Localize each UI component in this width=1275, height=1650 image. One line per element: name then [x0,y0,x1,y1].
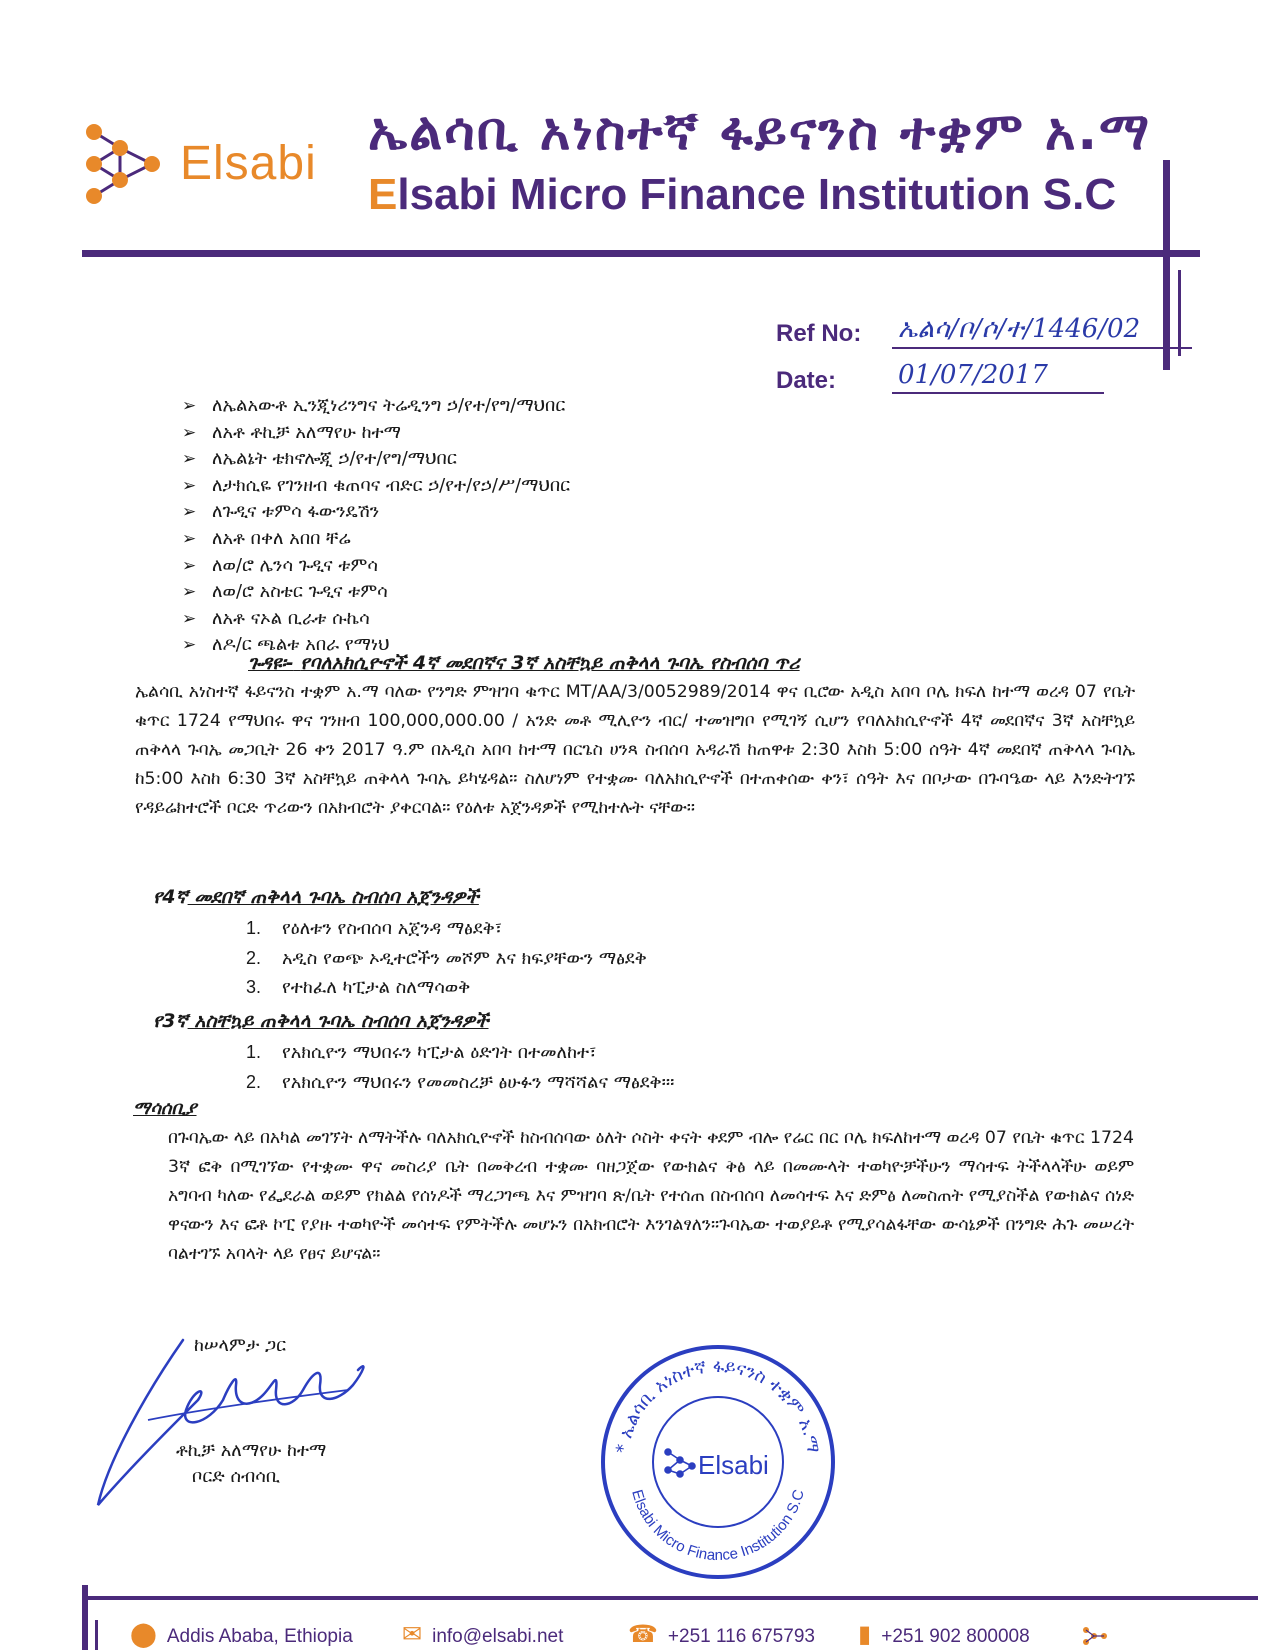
brand-word: Elsabi [180,137,317,190]
ref-no-label: Ref No: [776,320,862,347]
footer-vertical-bar [82,1585,88,1650]
list-item: ➢ ለታክሲዬ የገንዘብ ቁጠባና ብድር ኃ/የተ/የኃ/ሥ/ማህበር [182,473,570,500]
stamp-logo-icon [665,1449,695,1477]
footer-rule [82,1596,1258,1600]
section-heading-ordinary-agenda: የ4ኛ መደበኛ ጠቅላላ ጉባኤ ስብሰባ አጀንዳዎች [153,886,479,908]
company-title-amharic: ኤልሳቢ አነስተኛ ፋይናንስ ተቋም አ.ማ [368,102,1152,162]
footer-vertical-bar-thin [95,1620,98,1650]
elsabi-logo-icon [80,118,166,210]
svg-text:* ኤልሳቢ አነስተኛ ፋይናንስ ተቋም አ.ማ [612,1356,823,1455]
company-title-english-rest: lsabi Micro Finance Institution S.C [397,170,1117,219]
date-label: Date: [776,367,837,394]
list-item: ➢ ለወ/ሮ አስቴር ጉዲና ቱምሳ [182,579,570,606]
footer-mobile: ▮ +251 902 800008 [858,1621,1030,1648]
company-seal-stamp [598,1342,838,1582]
mobile-phone-icon: ▮ [858,1621,872,1648]
list-item: ➢ ለአቶ ናኦል ቢራቱ ሱኬሳ [182,606,570,633]
arrow-bullet-icon: ➢ [182,502,197,523]
stamp-top-text: * ኤልሳቢ አነስተኛ ፋይናንስ ተቋም አ.ማ [612,1355,824,1455]
company-title-english [368,170,1116,220]
extraordinary-agenda-list [246,1038,674,1097]
svg-text:Elsabi Micro Finance Instituti [628,1488,808,1565]
arrow-bullet-icon: ➢ [182,396,197,416]
subject-value: የባለአክሲዮኖች 4ኛ መደበኛና 3ኛ አስቸኳይ ጠቅላላ ጉባኤ የስብሰባ ጥሪ [300,652,800,674]
arrow-bullet-icon: ➢ [182,555,197,576]
footer-logo-icon [1080,1622,1170,1650]
arrow-bullet-icon: ➢ [182,635,197,656]
date-value: 01/07/2017 [892,360,1104,394]
signer-name: ቶኪቻ አለማየሁ ከተማ [176,1440,327,1461]
arrow-bullet-icon: ➢ [182,449,197,470]
list-item: ➢ ለኤልአውቶ ኢንጂነሪንግና ትሬዲንግ ኃ/የተ/የግ/ማህበር [182,393,570,420]
list-item: 1. የአክሲዮን ማህበሩን ካፒታል ዕድገት በተመለከተ፣ [246,1042,597,1063]
arrow-bullet-icon: ➢ [182,422,197,443]
recipient-list [182,393,570,659]
company-title-english-initial: E [368,170,398,219]
list-item: ➢ ለዶ/ር ጫልቱ አበራ የማነህ [182,632,570,659]
signer-title: ቦርድ ሰብሳቢ [192,1466,281,1487]
arrow-bullet-icon: ➢ [182,582,197,603]
stamp-center-word: Elsabi [698,1450,769,1480]
telephone-icon: ☎ [628,1621,658,1648]
list-item: ➢ ለአቶ በቀለ አበበ ቸሬ [182,526,570,553]
list-item: 2. አዲስ የወጭ ኦዲተሮችን መሾም እና ክፍያቸውን ማፅደቅ [246,947,647,969]
body-paragraph: ኤልሳቢ አነስተኛ ፋይናንስ ተቋም አ.ማ ባለው የንግድ ምዝገባ ቁጥር MT/AA/3/0052989/2014 ዋና ቢሮው አዲስ አበባ ቦሌ ክፍለ ከተማ ወረዳ 07 የቤት ቁጥር 1724 የማህበሩ ዋና ገንዘብ 100,000,000.00 / አንድ መቶ ሚሊዮን ብር/ ተመዝግቦ የሚገኝ ሲሆን የባለአክሲዮኖች 4ኛ መደበኛና 3ኛ አስቸኳይ ጠቅላላ ጉባኤ መጋቢት 26 ቀን 2017 ዓ.ም በአዲስ አበባ ከተማ በርጌስ ሀንጻ ስብሰባ አዳራሽ ከጠዋቱ 2:30 እስከ 5:00 ሰዓት 4ኛ መደበኛ ጠቅላላ ጉባኤ ከ5:00 እስከ 6:30 3ኛ አስቸኳይ ጠቅላላ ጉባኤ ይካሄዳል፡፡ ስለሆነም የተቋሙ ባለአክሲዮኖች በተጠቀሰው ቀን፣ ሰዓት እና በቦታው በጉባዔው ላይ እንድትገኙ የዳይሬክተሮች ቦርድ ጥሪውን በአክብሮት ያቀርባል፡፡ የዕለቱ አጀንዳዎች የሚከተሉት ናቸው፡፡ [135,682,1135,818]
arrow-bullet-icon: ➢ [182,608,197,629]
footer-address: ⬤ Addis Ababa, Ethiopia [130,1621,353,1648]
list-item: ➢ ለጉዲና ቱምሳ ፋውንዴሽን [182,499,570,526]
list-item: 2. የአክሲዮን ማህበሩን የመመስረቻ ፅሁፉን ማሻሻልና ማፅደቅ፡፡፡ [246,1071,675,1093]
list-item: 1. የዕለቱን የስብሰባ አጀንዳ ማፅደቅ፣ [246,918,503,939]
envelope-icon: ✉ [402,1621,423,1648]
section-heading-extraordinary-agenda: የ3ኛ አስቸኳይ ጠቅላላ ጉባኤ ስብሰባ አጀንዳዎች [153,1010,489,1032]
header-rule [82,250,1200,257]
closing-regards: ከሠላምታ ጋር [194,1335,287,1356]
list-item: ➢ ለአቶ ቶኪቻ አለማየሁ ከተማ [182,420,570,447]
subject-line [248,652,800,674]
footer-phone: ☎ +251 116 675793 [628,1621,815,1648]
stamp-bottom-text: Elsabi Micro Finance Institution S.C [628,1487,808,1565]
arrow-bullet-icon: ➢ [182,475,197,496]
subject-label: ጉዳዩ፡- [248,652,294,674]
notice-paragraph: በጉባኤው ላይ በአካል መገኘት ለማትችሉ ባለአክሲዮኖች ከስብሰባው ዕለት ሶስት ቀናት ቀደም ብሎ የሬር በር ቦሌ ክፍለከተማ ወረዳ 07 የቤት ቁጥር 1724 3ኛ ፎቅ በሚገኘው የተቋሙ ዋና መስሪያ ቤት በመቅረብ ተቋሙ ባዘጋጀው የውክልና ቅፅ ላይ በመሙላት ተወካዮቻችሁን ማሳተፍ ትችላላችሁ ወይም አግባብ ካለው የፌደራል ወይም የክልል የሰነዶች ማረጋገጫ እና ምዝገባ ጽ/ቤት የተሰጠ በስብሰባ ለመሳተፍ እና ድምፅ ለመስጠት የሚያስችል የውክልና ሰነድ ዋናውን እና ፎቶ ኮፒ የያዙ ተወካዮች መሳተፍ የምትችሉ መሆኑን በአክብሮት እንገልፃለን፡፡ጉባኤው ተወያይቶ የሚያሳልፋቸው ውሳኔዎች በንግድ ሕጉ መሠረት ባልተገኙ አባላት ላይ የፀና ይሆናል፡፡ [168,1128,1134,1264]
list-item: 3. የተከፈለ ካፒታል ስለማሳወቅ [246,977,471,998]
ordinary-agenda-list [246,914,647,1003]
notice-heading: ማሳሰቢያ [133,1098,197,1119]
arrow-bullet-icon: ➢ [182,528,197,549]
footer-email[interactable]: ✉ info@elsabi.net [402,1621,564,1648]
location-pin-icon: ⬤ [130,1621,157,1648]
list-item: ➢ ለወ/ሮ ሌንሳ ጉዲና ቱምሳ [182,553,570,580]
list-item: ➢ ለኤልኔት ቴክኖሎጂ ኃ/የተ/የግ/ማህበር [182,446,570,473]
ref-no-value: ኤልሳ/ቦ/ሶ/ተ/1446/02 [892,314,1192,349]
handwritten-signature [88,1330,408,1520]
